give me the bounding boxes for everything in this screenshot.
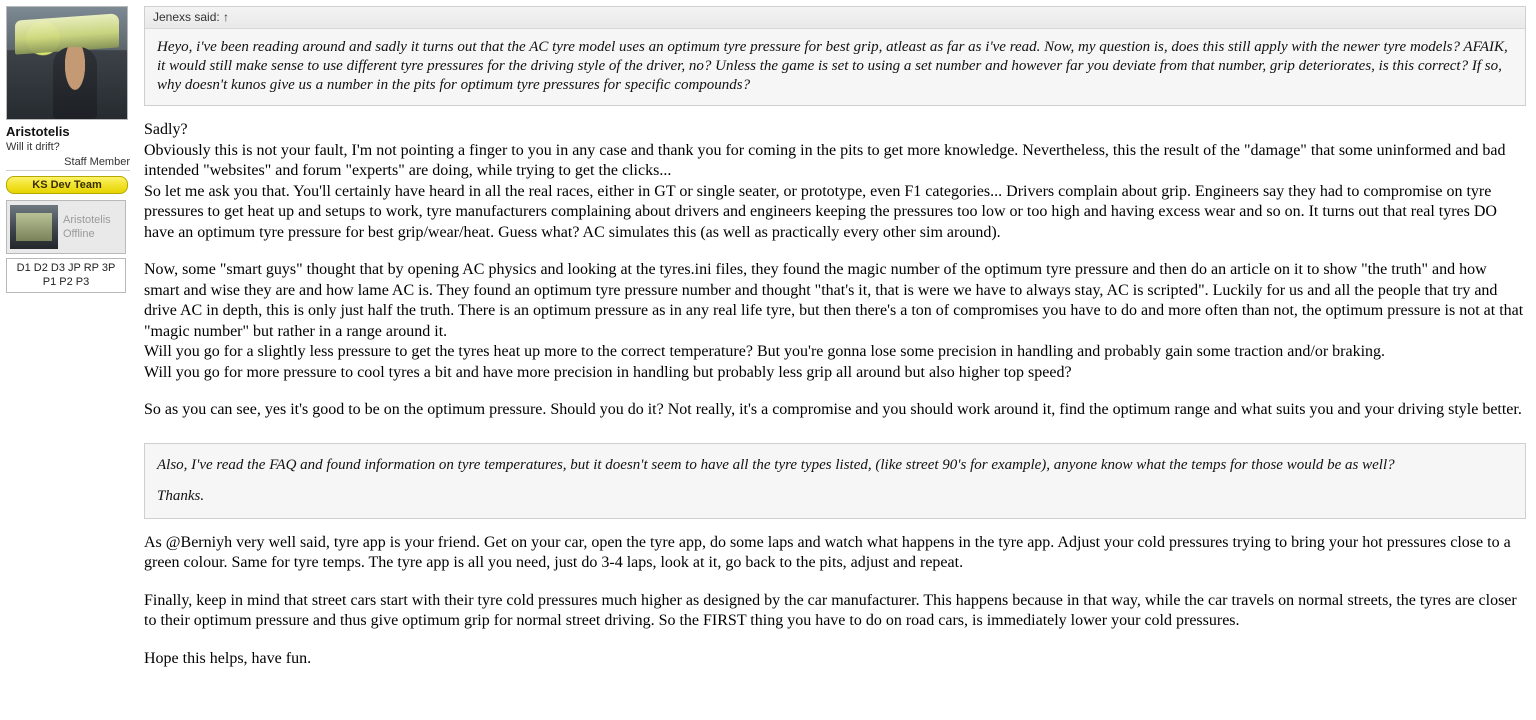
paragraph-3: So let me ask you that. You'll certainly have heard in all the real races, either in GT or single seater, or prototype, even F1 categories... Drivers complain about grip. Engineers say they had to compromise on tyre pressures to get heat up and setups to work, tyre manufacturers complaining about drivers and engineers keeping the pressures too low or too high and having excess wear and so on. It turns out that real tyres DO have an optimum tyre pressure for best grip/wear/heat. Guess what? AC simulates this (as well as practically every other sim around). [144,182,1497,241]
user-status-box[interactable] [6,200,126,254]
status-state: Offline [63,228,95,240]
quote-paragraph: Heyo, i've been reading around and sadly it turns out that the AC tyre model uses an optimum tyre pressure for best grip, atleast as far as i've read. Now, my question is, does this still apply with the newer tyre models? AFAIK, it would still make sense to use different tyre pressures for the driving style of the driver, no? Unless the game is set to using a set number and however far you deviate from that number, grip deteriorates, is this correct? If so, why doesn't kunos give us a number in the pits for optimum tyre pressures for specific compounds? [157,39,1508,93]
quote-inner-paragraph-2: Thanks. [157,487,205,504]
paragraph-1: Sadly? [144,121,188,138]
paragraph-8: As @Berniyh very well said, tyre app is your friend. Get on your car, open the tyre app, do some laps and watch what happens in the tyre app. Adjust your cold pressures trying to bring your hot pressures close to a green colour. Same for tyre temps. The tyre app is all you need, just do 3-4 laps, look at it, go back to the pits, adjust and repeat. [144,533,1511,571]
avatar[interactable] [6,6,128,120]
quote-attribution-link[interactable]: Jenexs said: ↑ [145,7,1525,29]
paragraph-4: Now, some "smart guys" thought that by opening AC physics and looking at the tyres.ini files, they found the magic number of the optimum tyre pressure and then do an article on it to show "the truth" and how smart and wise they are and how lame AC is. They found an optimum tyre pressure number and thought "that's it, that is were we have to always stay, AC is scripted". Luckily for us and all the people that try and drive AC in depth, this is only just half the truth. There is an optimum pressure as in any real life tyre, but then there's a ton of compromises you have to do and more often than not, the optimum pressure is not at that "magic number" but rather in a range around it. [144,261,1524,340]
spacer-4 [144,632,1526,649]
avatar-image [7,7,127,119]
paragraph-10: Hope this helps, have fun. [144,649,312,667]
quote-text [145,29,1525,105]
user-title: Will it drift? [6,141,60,153]
user-badge-ks-dev-team: KS Dev Team [6,176,128,194]
blockquote-jenexs [144,6,1526,106]
user-trophies [6,258,126,293]
username[interactable]: Aristotelis [6,124,70,139]
quote-inner-text [145,444,1525,518]
status-thumbnail-icon [10,205,58,249]
paragraph-7: So as you can see, yes it's good to be on the optimum pressure. Should you do it? Not really, it's a compromise and you should work around it, find the optimum range and what suits you and your driving style better. [144,401,1522,418]
paragraph-6: Will you go for more pressure to cool tyres a bit and have more precision in handling but probably less grip all around but also higher top speed? [144,363,1072,381]
status-name: Aristotelis [63,214,111,226]
post-message [130,0,1536,669]
quote-inner-paragraph-1: Also, I've read the FAQ and found information on tyre temperatures, but it doesn't seem to have all the tyre types listed, (like street 90's for example), anyone know what the temps for those would be as well? [157,456,1395,473]
status-text-wrap [61,213,111,241]
blockquote-followup [144,443,1526,519]
paragraph-2: Obviously this is not your fault, I'm not pointing a finger to you in any case and thank you for coming in the pits to get more knowledge. Nevertheless, this the result of the "damage" that some uninformed and bad intended "websites" and forum "experts" are doing, while trying to get the clicks... [144,141,1506,179]
spacer-1 [144,243,1526,260]
user-rank: Staff Member [6,156,130,171]
trophy-row-1: D1 D2 D3 JP RP 3P [16,262,116,274]
paragraph-9: Finally, keep in mind that street cars start with their tyre cold pressures much higher as designed by the car manufacturer. This happens because in that way, while the car travels on normal streets, the tyres are closer to their optimum pressure and thus give optimum grip for normal street driving. So the FIRST thing you have to do on road cars, is immediately lower your cold pressures. [144,591,1517,629]
paragraph-5: Will you go for a slightly less pressure to get the tyres heat up more to the correct temperature? But you're gonna lose some precision in handling and probably gain some traction and/or braking. [144,343,1386,360]
post-user-column [6,6,130,293]
spacer-3 [144,574,1526,591]
spacer-2 [144,383,1526,400]
trophy-row-2: P1 P2 P3 [42,276,90,288]
